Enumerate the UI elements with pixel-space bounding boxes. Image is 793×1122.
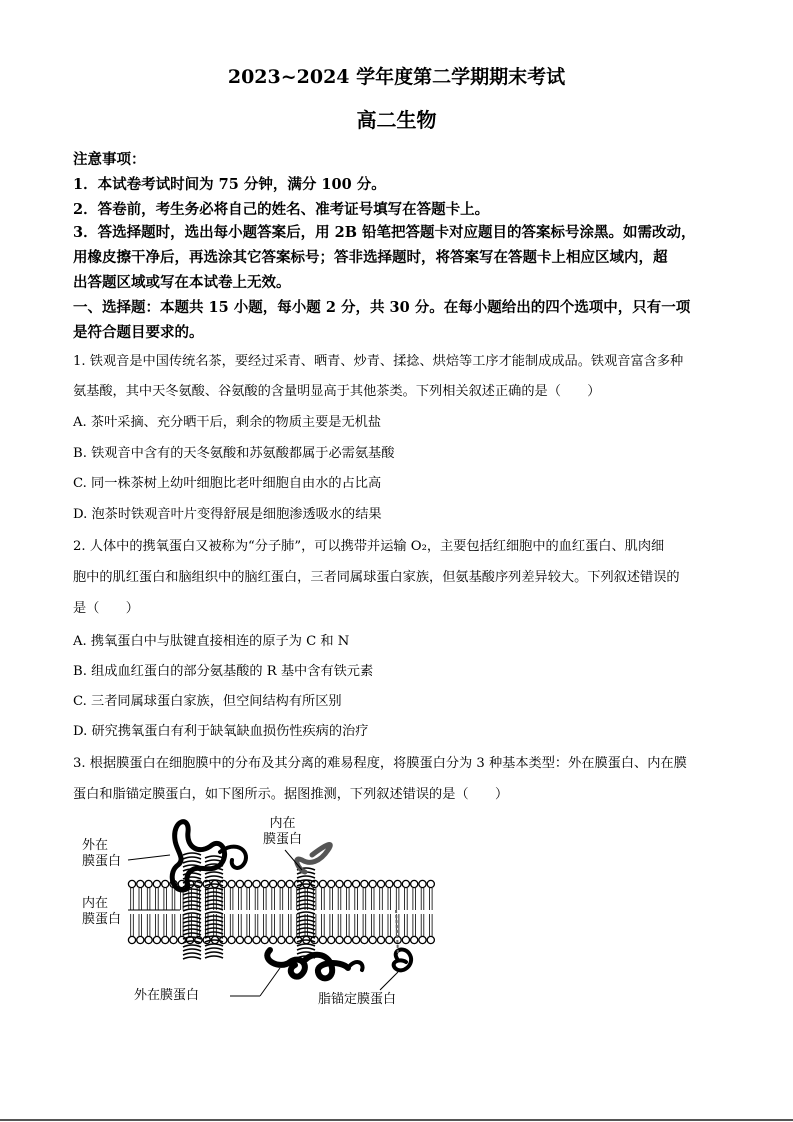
lipid-head: [328, 936, 335, 943]
lipid-head: [253, 936, 260, 943]
note-item-3-cont1: 用橡皮擦干净后，再选涂其它答案标号；答非选择题时，将答案写在答题卡上相应区域内，超: [73, 249, 668, 266]
lipid-head: [369, 936, 376, 943]
lipid-head: [228, 880, 235, 887]
lipid-head: [419, 880, 426, 887]
lipid-head: [286, 880, 293, 887]
lipid-head: [402, 936, 409, 943]
q1-option-a: A. 茶叶采摘、充分晒干后，剩余的物质主要是无机盐: [73, 415, 382, 430]
label-outer-protein-top: [82, 838, 121, 870]
lipid-head: [245, 880, 252, 887]
lipid-head: [386, 880, 393, 887]
label-inner-top-line1: 内在: [269, 816, 296, 831]
lipid-head: [128, 936, 135, 943]
q1-option-b: B. 铁观音中含有的天冬氨酸和苏氨酸都属于必需氨基酸: [73, 446, 395, 461]
lipid-head: [361, 880, 368, 887]
lipid-head: [236, 880, 243, 887]
page-bottom-border: [0, 1119, 793, 1121]
lipid-head: [278, 936, 285, 943]
q2-option-a: A. 携氧蛋白中与肽键直接相连的原子为 C 和 N: [73, 634, 350, 649]
lipid-head: [245, 936, 252, 943]
lipid-head: [170, 936, 177, 943]
lipid-head: [336, 880, 343, 887]
label-inner-top-line2: 膜蛋白: [263, 832, 303, 847]
lipid-head: [270, 880, 277, 887]
lipid-head: [377, 936, 384, 943]
lipid-head: [162, 936, 169, 943]
integral-protein-right-top: [297, 845, 331, 872]
lipid-head: [336, 936, 343, 943]
note-item-3-cont2: 出答题区域或写在本试卷上无效。: [73, 274, 291, 291]
q2-option-d: D. 研究携氧蛋白有利于缺氧缺血损伤性疾病的治疗: [73, 724, 369, 739]
subject-title: 高二生物: [356, 108, 437, 132]
label-outer-top-line2: 膜蛋白: [82, 854, 122, 869]
lipid-anchor-stalk: [396, 910, 398, 955]
note-item-1: 1．本试卷考试时间为 75 分钟，满分 100 分。: [73, 176, 386, 193]
section-heading-2: 是符合题目要求的。: [73, 324, 204, 341]
lipid-head: [270, 936, 277, 943]
note-item-3: 3．答选择题时，选出每小题答案后，用 2B 铅笔把答题卡对应题目的答案标号涂黑。如需改动，: [73, 224, 696, 241]
note-item-2: 2．答卷前，考生务必将自己的姓名、准考证号填写在答题卡上。: [73, 201, 490, 218]
q2-stem-3: 是（ ）: [73, 601, 139, 616]
lipid-head: [344, 936, 351, 943]
lipid-head: [137, 936, 144, 943]
lipid-head: [353, 880, 360, 887]
lipid-head: [377, 880, 384, 887]
label-outer-top-line1: 外在: [82, 838, 109, 853]
lipid-head: [153, 936, 160, 943]
q2-option-b: B. 组成血红蛋白的部分氨基酸的 R 基中含有铁元素: [73, 664, 374, 679]
lipid-head: [402, 880, 409, 887]
lipid-head: [319, 936, 326, 943]
q1-option-c: C. 同一株茶树上幼叶细胞比老叶细胞自由水的占比高: [73, 476, 382, 491]
label-inner-left-line2: 膜蛋白: [82, 912, 122, 927]
q1-stem-2: 氨基酸，其中天冬氨酸、谷氨酸的含量明显高于其他茶类。下列相关叙述正确的是（ ）: [73, 384, 601, 399]
label-lipid-anchored-protein: 脂锚定膜蛋白: [318, 992, 397, 1007]
lipid-head: [286, 936, 293, 943]
q3-stem-2: 蛋白和脂锚定膜蛋白，如下图所示。据图推测，下列叙述错误的是（ ）: [73, 787, 509, 802]
lipid-head: [411, 880, 418, 887]
lipid-head: [253, 880, 260, 887]
label-inner-protein-left: [82, 896, 121, 928]
section-heading-1: 一、选择题：本题共 15 小题，每小题 2 分，共 30 分。在每小题给出的四个选项中，只有一项: [73, 299, 691, 316]
notes-heading: 注意事项：: [73, 151, 146, 168]
lipid-head: [261, 936, 268, 943]
leader-lipid-anchor: [380, 972, 398, 990]
q2-option-c: C. 三者同属球蛋白家族，但空间结构有所区别: [73, 694, 342, 709]
lipid-head: [419, 936, 426, 943]
lipid-head: [145, 936, 152, 943]
lipid-head: [353, 936, 360, 943]
membrane-protein-figure: [80, 810, 450, 1015]
lipid-head: [427, 936, 434, 943]
lipid-head: [394, 880, 401, 887]
lipid-head: [261, 880, 268, 887]
extrinsic-protein-bottom: [267, 950, 348, 978]
lipid-head: [411, 936, 418, 943]
label-outer-protein-bottom: 外在膜蛋白: [134, 988, 200, 1003]
lipid-head: [344, 880, 351, 887]
lipid-head: [153, 880, 160, 887]
lipid-head: [427, 880, 434, 887]
lipid-head: [369, 880, 376, 887]
lipid-head: [145, 880, 152, 887]
lipid-head: [386, 936, 393, 943]
leader-outer-bottom-up: [260, 968, 280, 996]
lipid-head: [128, 880, 135, 887]
lipid-head: [278, 880, 285, 887]
label-inner-left-line1: 内在: [82, 896, 109, 911]
lipid-anchored-protein: [394, 950, 411, 971]
leader-outer-top: [128, 855, 170, 860]
lipid-head: [361, 936, 368, 943]
lipid-head: [328, 880, 335, 887]
exam-title: 2023~2024 学年度第二学期期末考试: [227, 66, 566, 88]
lipid-head: [236, 936, 243, 943]
lipid-head: [137, 880, 144, 887]
q3-stem-1: 3. 根据膜蛋白在细胞膜中的分布及其分离的难易程度，将膜蛋白分为 3 种基本类型：外在膜蛋白、内在膜: [73, 756, 687, 771]
q2-stem-1: 2. 人体中的携氧蛋白又被称为“分子肺”，可以携带并运输 O₂，主要包括红细胞中的血红蛋白、肌肉细: [73, 539, 665, 554]
lipid-tails: [131, 888, 432, 936]
lipid-head: [228, 936, 235, 943]
lipid-head: [319, 880, 326, 887]
lower-lipid-heads: [128, 936, 434, 943]
q1-stem-1: 1. 铁观音是中国传统名茶，要经过采青、晒青、炒青、揉捻、烘焙等工序才能制成成品。铁观音富含多种: [73, 354, 684, 369]
q1-option-d: D. 泡茶时铁观音叶片变得舒展是细胞渗透吸水的结果: [73, 507, 382, 522]
q2-stem-2: 胞中的肌红蛋白和脑组织中的脑红蛋白，三者同属球蛋白家族，但氨基酸序列差异较大。下列叙述错误的: [73, 570, 680, 585]
label-inner-protein-top: [263, 816, 302, 848]
lipid-head: [162, 880, 169, 887]
